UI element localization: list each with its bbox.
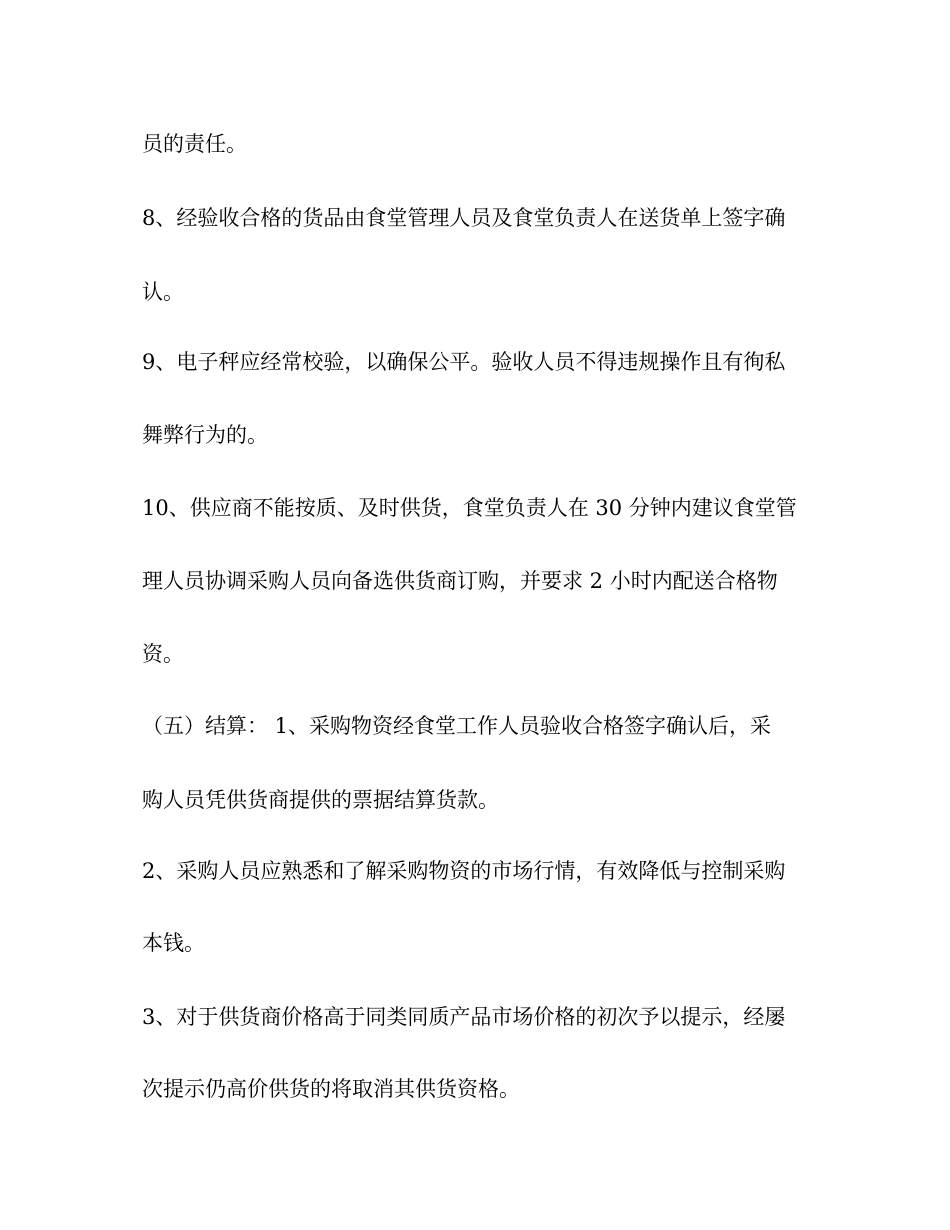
text-line: 次提示仍高价供货的将取消其供货资格。 bbox=[142, 1077, 520, 1101]
text-line: 理人员协调采购人员向备选供货商订购，并要求 2 小时内配送合格物 bbox=[142, 569, 778, 593]
text-line: （五）结算： 1、采购物资经食堂工作人员验收合格签字确认后，采 bbox=[142, 714, 772, 738]
text-line: 员的责任。 bbox=[142, 132, 247, 156]
text-line: 舞弊行为的。 bbox=[142, 423, 268, 447]
text-line: 认。 bbox=[142, 280, 184, 304]
text-line: 2、采购人员应熟悉和了解采购物资的市场行情，有效降低与控制采购 bbox=[142, 859, 786, 883]
text-line: 3、对于供货商价格高于同类同质产品市场价格的初次予以提示，经屡 bbox=[142, 1005, 786, 1029]
text-line: 资。 bbox=[142, 642, 184, 666]
text-line: 10、供应商不能按质、及时供货，食堂负责人在 30 分钟内建议食堂管 bbox=[142, 496, 797, 520]
text-line: 8、经验收合格的货品由食堂管理人员及食堂负责人在送货单上签字确 bbox=[142, 206, 786, 230]
text-line: 9、电子秤应经常校验，以确保公平。验收人员不得违规操作且有徇私 bbox=[142, 350, 786, 374]
text-line: 本钱。 bbox=[142, 931, 205, 955]
text-line: 购人员凭供货商提供的票据结算货款。 bbox=[142, 788, 499, 812]
